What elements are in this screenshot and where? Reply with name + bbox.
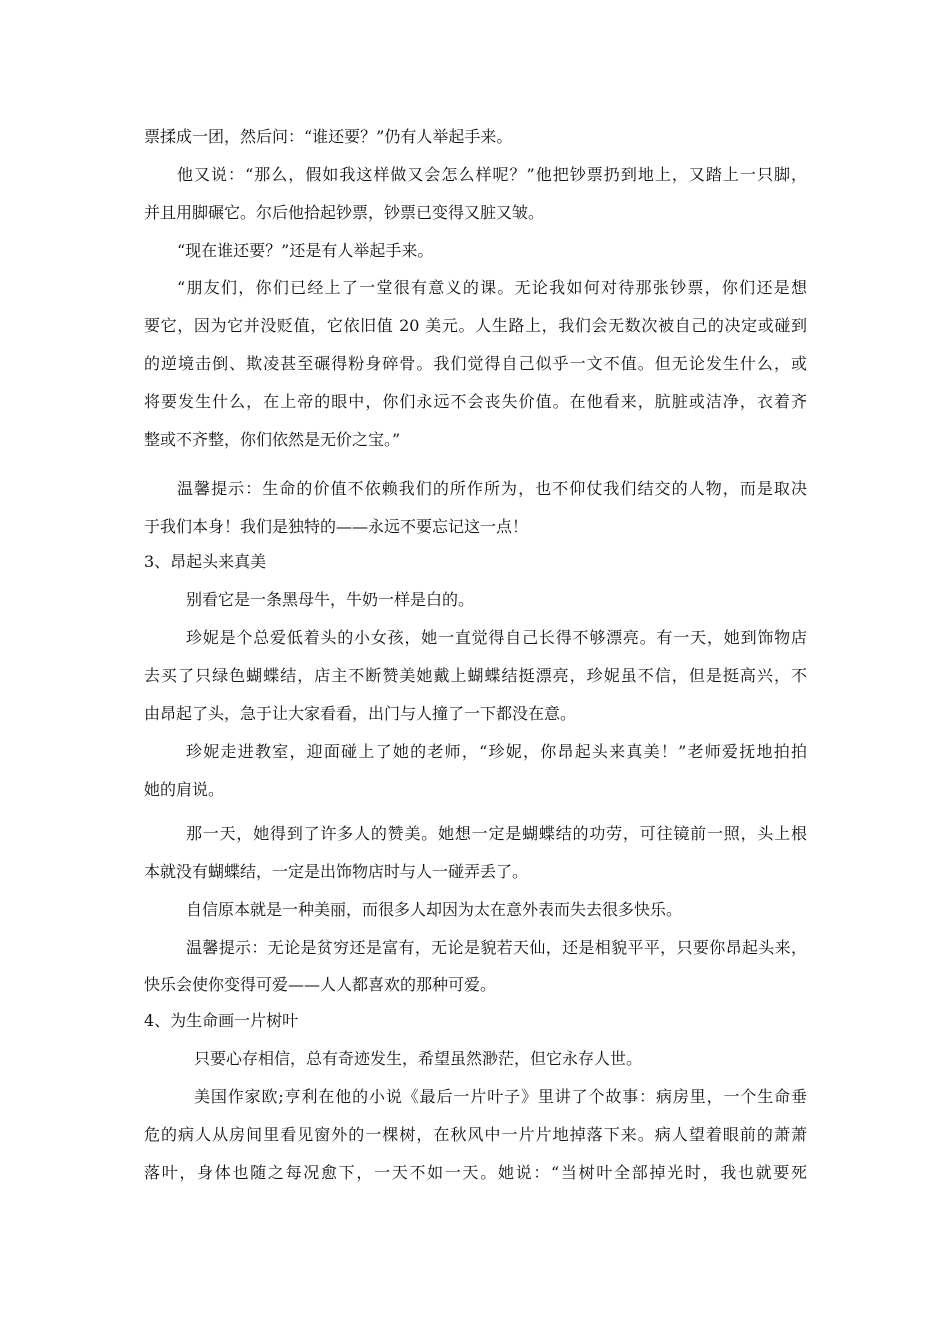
text-line: 快乐会使你变得可爱——人人都喜欢的那种可爱。: [144, 975, 497, 994]
text-line: 危的病人从房间里看见窗外的一棵树，在秋风中一片片地掉落下来。病人望着眼前的萧萧: [144, 1125, 807, 1144]
text-line: 只要心存相信，总有奇迹发生，希望虽然渺茫，但它永存人世。: [194, 1049, 643, 1068]
section-heading: 3、昂起头来真美: [144, 552, 267, 571]
text-line: 本就没有蝴蝶结，一定是出饰物店时与人一碰弄丢了。: [144, 862, 529, 881]
text-line: 的逆境击倒、欺凌甚至碾得粉身碎骨。我们觉得自己似乎一文不值。但无论发生什么，或: [144, 354, 807, 373]
text-line: 珍妮走进教室，迎面碰上了她的老师，“珍妮，你昂起头来真美！”老师爱抚地拍拍: [186, 742, 807, 761]
text-line: 那一天，她得到了许多人的赞美。她想一定是蝴蝶结的功劳，可往镜前一照，头上根: [186, 824, 807, 843]
text-line: 她的肩说。: [144, 780, 225, 799]
text-line: 并且用脚碾它。尔后他拾起钞票，钞票已变得又脏又皱。: [144, 203, 545, 222]
text-line: 温馨提示：生命的价值不依赖我们的所作所为，也不仰仗我们结交的人物，而是取决: [177, 479, 807, 498]
text-line: 由昂起了头，急于让大家看看，出门与人撞了一下都没在意。: [144, 704, 577, 723]
text-line: 他又说：“那么，假如我这样做又会怎么样呢？”他把钞票扔到地上，又踏上一只脚，: [177, 165, 807, 184]
text-line: 于我们本身！我们是独特的——永远不要忘记这一点！: [144, 517, 529, 536]
text-line: 将要发生什么，在上帝的眼中，你们永远不会丧失价值。在他看来，肮脏或洁净，衣着齐: [144, 392, 807, 411]
text-line: 美国作家欧;亨利在他的小说《最后一片叶子》里讲了个故事：病房里，一个生命垂: [194, 1087, 807, 1106]
section-heading: 4、为生命画一片树叶: [144, 1011, 299, 1030]
text-line: 去买了只绿色蝴蝶结，店主不断赞美她戴上蝴蝶结挺漂亮，珍妮虽不信，但是挺高兴，不: [144, 666, 807, 685]
text-line: “现在谁还要？”还是有人举起手来。: [177, 241, 434, 260]
text-line: 落叶，身体也随之每况愈下，一天不如一天。她说：“当树叶全部掉光时，我也就要死: [144, 1163, 807, 1182]
text-line: “朋友们，你们已经上了一堂很有意义的课。无论我如何对待那张钞票，你们还是想: [177, 278, 807, 297]
text-line: 自信原本就是一种美丽，而很多人却因为太在意外表而失去很多快乐。: [186, 900, 683, 919]
text-line: 票揉成一团，然后问：“谁还要？”仍有人举起手来。: [144, 127, 513, 146]
text-line: 别看它是一条黑母牛，牛奶一样是白的。: [186, 590, 475, 609]
text-line: 要它，因为它并没贬值，它依旧值 20 美元。人生路上，我们会无数次被自己的决定或碰到: [144, 316, 807, 335]
text-line: 珍妮是个总爱低着头的小女孩，她一直觉得自己长得不够漂亮。有一天，她到饰物店: [186, 628, 807, 647]
text-line: 整或不齐整，你们依然是无价之宝。”: [144, 430, 401, 449]
text-line: 温馨提示：无论是贫穷还是富有，无论是貌若天仙，还是相貌平平，只要你昂起头来，: [186, 938, 807, 957]
